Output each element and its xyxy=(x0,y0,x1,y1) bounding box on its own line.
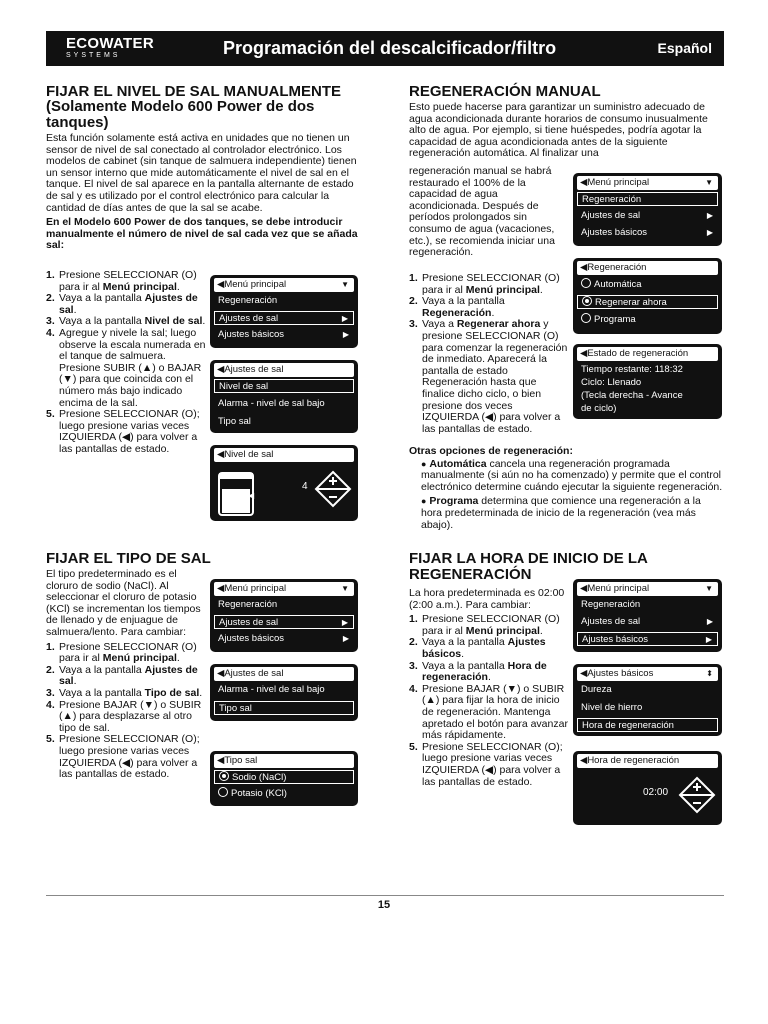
step-3: 3. Vaya a la pantalla Hora de regeneración. xyxy=(409,659,547,684)
menu-item-regeneration: Regeneración xyxy=(218,295,278,306)
step-3: 3. Vaya a Regenerar ahora y presione SELECCIONAR (O) para comenzar la regeneración de inmediato. Aparecerá la pantalla de estado Regeneración hasta que finalice dicho ciclo, o bien presione dos veces IZQUIERDA (◀) para volver a las pantallas de estado. xyxy=(409,318,568,435)
back-icon: ◀ xyxy=(217,449,225,460)
screen-header: ◀Menú principal ▼ xyxy=(214,582,354,596)
screen-header: ◀Menú principal ▼ xyxy=(577,582,718,596)
chevron-down-icon: ▼ xyxy=(341,584,349,593)
step-2: 2. Vaya a la pantalla Ajustes de sal. xyxy=(46,663,198,688)
screen-main-menu-2 xyxy=(573,173,722,246)
section-title: REGENERACIÓN MANUAL xyxy=(409,83,601,100)
menu-item-low-salt-alarm: Alarma - nivel de sal bajo xyxy=(218,398,325,409)
section-title: FIJAR EL TIPO DE SAL xyxy=(46,550,211,567)
back-icon: ◀ xyxy=(580,348,588,359)
chevron-down-icon: ▼ xyxy=(705,178,713,187)
chevron-down-icon: ▼ xyxy=(705,584,713,593)
option-potassium-radio: Potasio (KCl) xyxy=(214,787,354,801)
radio-icon xyxy=(218,787,228,797)
screen-header: ◀Estado de regeneración xyxy=(577,347,718,361)
step-4: 4. Presione BAJAR (▼) o SUBIR (▲) para fijar la hora de inicio de regeneración. Mantenga apretado el botón para avanzar más rápidamente. xyxy=(409,682,568,742)
option-automatic: ● Automática cancela una regeneración programada manualmente (si aún no ha comenzado) y permite que el control electrónico determine cuándo ejecutar la siguiente regeneración. xyxy=(421,457,723,493)
steps-regen-time xyxy=(409,588,569,788)
arrow-right-icon: ▶ xyxy=(342,330,349,339)
page-number: 15 xyxy=(377,899,391,911)
section-title: FIJAR EL NIVEL DE SAL MANUALMENTE xyxy=(46,83,342,100)
regen-time-value: 02:00 xyxy=(643,787,669,798)
cycle-text: Ciclo: Llenado xyxy=(581,377,642,388)
back-icon: ◀ xyxy=(580,668,588,679)
menu-item-low-salt-alarm: Alarma - nivel de sal bajo xyxy=(218,684,325,695)
back-icon: ◀ xyxy=(580,583,588,594)
up-down-arrows-icon: ⬍ xyxy=(706,669,713,678)
section-manual-regeneration xyxy=(409,84,724,160)
radio-icon xyxy=(581,278,591,288)
pointer-left-icon: ◀ xyxy=(248,491,255,500)
radio-selected-icon xyxy=(582,296,592,306)
steps-list xyxy=(46,270,206,456)
arrow-right-icon: ▶ xyxy=(706,228,713,237)
back-icon: ◀ xyxy=(217,668,225,679)
screen-salt-settings-2 xyxy=(210,664,358,721)
menu-item-basic-settings: Ajustes básicos ▶ xyxy=(218,329,349,340)
other-options xyxy=(409,446,724,534)
step-1: 1. Presione SELECCIONAR (O) para ir al Menú principal. xyxy=(46,269,197,293)
menu-item-regen-time: Hora de regeneración xyxy=(577,718,718,732)
step-2: 2. Vaya a la pantalla Regeneración. xyxy=(409,295,505,319)
menu-item-iron-level: Nivel de hierro xyxy=(581,702,643,713)
other-options-title: Otras opciones de regeneración: xyxy=(409,445,573,457)
steps-list xyxy=(409,273,569,435)
back-icon: ◀ xyxy=(580,177,588,188)
step-3: 3. Vaya a la pantalla Nivel de sal. xyxy=(46,315,206,328)
radio-icon xyxy=(581,313,591,323)
menu-item-basic-settings: Ajustes básicos ▶ xyxy=(218,633,349,644)
intro-text: Esta función solamente está activa en unidades que no tienen un sensor de nivel de sal conectado al controlador electrónico. Los modelos de cabinet (sin tanque de salmuera independiente) tienen un sensor interno que mide automáticamente el nivel de sal en el tanque. El nivel de sal aparece en la pantalla alternante de estado de sal y es utilizado por el control electrónico para calcular la cantidad de días antes de que la sal se acabe. xyxy=(46,132,357,214)
step-4: 4. Presione BAJAR (▼) o SUBIR (▲) para desplazarse al otro tipo de sal. xyxy=(46,698,202,734)
radio-selected-icon xyxy=(219,771,229,781)
section-subtitle: (Solamente Modelo 600 Power de dos tanques) xyxy=(46,98,315,131)
section-title: FIJAR LA HORA DE INICIO DE LA REGENERACIÓN xyxy=(409,550,648,583)
option-regen-now-radio: Regenerar ahora xyxy=(577,295,718,309)
brand-logo: ECOWATER xyxy=(66,35,154,52)
screen-basic-settings xyxy=(573,664,722,736)
screen-regen-status xyxy=(573,344,722,419)
brand-subtitle: SYSTEMS xyxy=(66,52,121,59)
screen-regen-time xyxy=(573,751,722,825)
screen-salt-level xyxy=(210,445,358,521)
screen-header: ◀Menú principal ▼ xyxy=(577,176,718,190)
arrow-right-icon: ▶ xyxy=(705,635,712,644)
arrow-right-icon: ▶ xyxy=(341,314,348,323)
back-icon: ◀ xyxy=(580,262,588,273)
steps-regeneration xyxy=(409,273,569,435)
right-key-text: (Tecla derecha - Avance xyxy=(581,390,683,401)
screen-header: ◀Regeneración xyxy=(577,261,718,275)
step-5: 5. Presione SELECCIONAR (O); luego presione varias veces IZQUIERDA (◀) para volver a las pantallas de estado. xyxy=(46,408,200,455)
intro-text-2: regeneración manual se habrá restaurado el 100% de la capacidad de agua acondicionada. Después de períodos prolongados sin consumo de agua (vacaciones, etc.), se recomienda iniciar una regeneración. xyxy=(409,165,555,259)
menu-item-basic-settings: Ajustes básicos ▶ xyxy=(581,227,713,238)
step-3: 3. Vaya a la pantalla Tipo de sal. xyxy=(46,686,203,699)
section-salt-level xyxy=(46,84,364,255)
language-label: Español xyxy=(657,40,712,56)
steps-list xyxy=(409,614,569,788)
step-5: 5. Presione SELECCIONAR (O); luego presione varias veces IZQUIERDA (◀) para volver a las pantallas de estado. xyxy=(409,740,563,788)
screen-header: ◀Nivel de sal xyxy=(214,448,354,462)
menu-item-salt-settings: Ajustes de sal ▶ xyxy=(214,615,354,629)
option-program: ● Programa determina que comience una regeneración a la hora predeterminada de inicio de la regeneración (vea más abajo). xyxy=(421,495,701,531)
up-down-icon xyxy=(314,470,352,508)
intro-text: La hora predeterminada es 02:00 (2:00 a.m.). Para cambiar: xyxy=(409,587,565,611)
step-1: 1. Presione SELECCIONAR (O) para ir al Menú principal. xyxy=(46,640,197,665)
arrow-right-icon: ▶ xyxy=(706,211,713,220)
step-1: 1. Presione SELECCIONAR (O) para ir al Menú principal. xyxy=(409,613,560,637)
up-down-icon xyxy=(678,776,716,814)
screen-salt-type xyxy=(210,751,358,806)
page-title: Programación del descalcificador/filtro xyxy=(223,38,557,58)
step-1: 1. Presione SELECCIONAR (O) para ir al Menú principal. xyxy=(409,272,560,296)
menu-item-basic-settings: Ajustes básicos ▶ xyxy=(577,632,718,646)
option-program-radio: Programa xyxy=(577,313,718,327)
menu-item-salt-settings: Ajustes de sal ▶ xyxy=(214,311,354,325)
back-icon: ◀ xyxy=(217,364,225,375)
back-icon: ◀ xyxy=(217,755,225,766)
menu-item-hardness: Dureza xyxy=(581,684,612,695)
step-5: 5. Presione SELECCIONAR (O); luego presione varias veces IZQUIERDA (◀) para volver a las pantallas de estado. xyxy=(46,733,200,781)
menu-item-regeneration: Regeneración xyxy=(581,599,641,610)
option-automatic-radio: Automática xyxy=(577,278,718,292)
screen-main-menu xyxy=(210,275,358,348)
screen-main-menu-3 xyxy=(210,579,358,652)
screen-header: ◀Ajustes básicos ⬍ xyxy=(577,667,718,681)
menu-item-salt-settings: Ajustes de sal ▶ xyxy=(581,210,713,221)
intro-text: Esto puede hacerse para garantizar un suministro adecuado de agua acondicionada durante horarios de consumo inusualmente alto de agua. Por ejemplo, si tiene huéspedes, podría agotar la capacidad de agua acondicionada antes de la siguiente regeneración automática. Al finalizar una xyxy=(409,101,708,160)
note-text: En el Modelo 600 Power de dos tanques, se debe introducir manualmente el número de nivel de sal cada vez que se añada sal: xyxy=(46,216,358,252)
bullet-icon: ● xyxy=(421,458,427,469)
steps-salt-level xyxy=(46,270,206,456)
intro-continued xyxy=(409,166,567,262)
right-key-text-2: de ciclo) xyxy=(581,403,617,414)
arrow-right-icon: ▶ xyxy=(706,617,713,626)
screen-header: ◀Ajustes de sal xyxy=(214,667,354,681)
back-icon: ◀ xyxy=(217,279,225,290)
arrow-right-icon: ▶ xyxy=(341,618,348,627)
intro-text: El tipo predeterminado es el cloruro de sodio (NaCl). Al seleccionar el cloruro de potasio (KCl) se incrementan los tiempos de llenado y de enjuague de salmuera/lento. Para cambiar: xyxy=(46,568,201,638)
bullet-icon: ● xyxy=(421,496,427,507)
section-salt-type xyxy=(46,550,211,781)
screen-header: ◀Tipo sal xyxy=(214,754,354,768)
menu-item-salt-type: Tipo sal xyxy=(214,701,354,715)
screen-main-menu-4 xyxy=(573,579,722,652)
footer-divider xyxy=(46,895,724,896)
step-4: 4. Agregue y nivele la sal; luego observe la escala numerada en el tanque de salmuera. Presione SUBIR (▲) o BAJAR (▼) para que coincida con el número más bajo indicado encima de la sal. xyxy=(46,326,206,409)
screen-header: ◀Hora de regeneración xyxy=(577,754,718,768)
step-2: 2. Vaya a la pantalla Ajustes básicos. xyxy=(409,636,546,660)
chevron-down-icon: ▼ xyxy=(341,280,349,289)
menu-item-salt-level: Nivel de sal xyxy=(214,379,354,393)
steps-list xyxy=(46,642,206,781)
screen-header: ◀Menú principal ▼ xyxy=(214,278,354,292)
menu-item-regeneration: Regeneración xyxy=(218,599,278,610)
screen-regeneration xyxy=(573,258,722,334)
arrow-right-icon: ▶ xyxy=(342,634,349,643)
option-sodium-radio: Sodio (NaCl) xyxy=(214,770,354,784)
menu-item-salt-type: Tipo sal xyxy=(218,416,251,427)
back-icon: ◀ xyxy=(217,583,225,594)
menu-item-salt-settings: Ajustes de sal ▶ xyxy=(581,616,713,627)
page-header xyxy=(46,31,724,66)
time-left-text: Tiempo restante: 118:32 xyxy=(581,364,683,375)
salt-level-value: 4 xyxy=(302,481,308,492)
screen-header: ◀Ajustes de sal xyxy=(214,363,354,377)
back-icon: ◀ xyxy=(580,755,588,766)
screen-salt-settings xyxy=(210,360,358,433)
step-2: 2. Vaya a la pantalla Ajustes de sal. xyxy=(46,292,198,316)
menu-item-regeneration: Regeneración xyxy=(577,192,718,206)
